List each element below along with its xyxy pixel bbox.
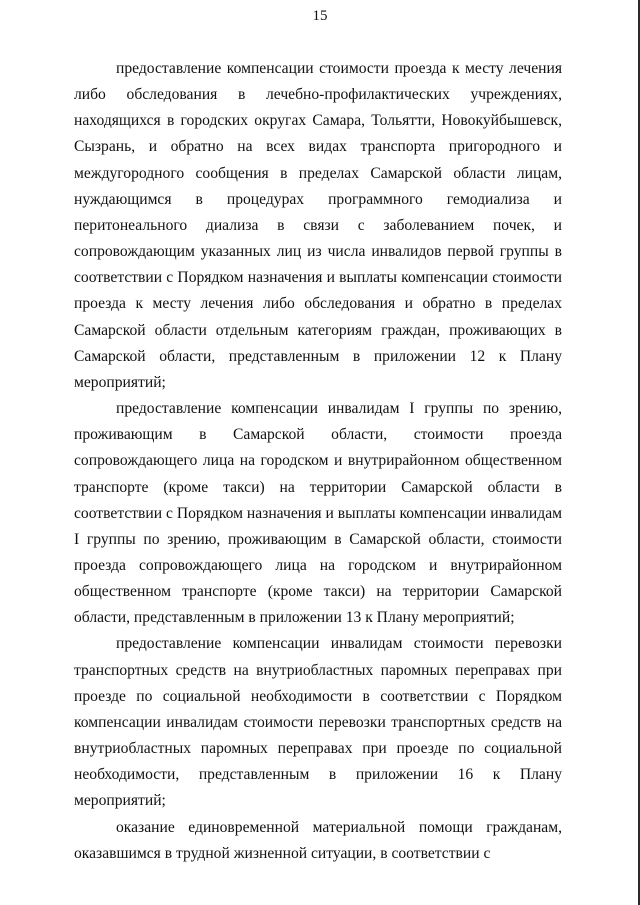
page-number: 15 <box>312 8 328 24</box>
paragraph-ferry-transport-compensation: предоставление компенсации инвалидам стоимости перевозки транспортных средств на внутриобластных паромных переправах при проезде по социальной необходимости в соответствии с Порядком компенсации инвалидам стоимости перевозки транспортных средств на внутриобластных паромных переправах при проезде по социальной необходимости, представленным в приложении 16 к Плану мероприятий; <box>74 635 562 810</box>
paragraph-travel-compensation-dialysis: предоставление компенсации стоимости проезда к месту лечения либо обследования в лечебно-профилактических учреждениях, находящихся в городских округах Самара, Тольятти, Новокуйбышевск, Сызрань, и обратно на всех видах транспорта пригородного и междугородного сообщения в пределах Самарской области лицам, нуждающимся в процедурах программного гемодиализа и перитонеального диализа в связи с заболеванием почек, и сопровождающим указанных лиц из числа инвалидов первой группы в соответствии с Порядком назначения и выплаты компенсации стоимости проезда к месту лечения либо обследования и обратно в пределах Самарской области отдельным категориям граждан, проживающих в Самарской области, представленным в приложении 12 к Плану мероприятий; <box>74 60 562 391</box>
paragraph-one-time-financial-aid: оказание единовременной материальной помощи гражданам, оказавшимся в трудной жизненной ситуации, в соответствии с <box>74 818 562 862</box>
paragraph-compensation-visually-impaired-escort: предоставление компенсации инвалидам I группы по зрению, проживающим в Самарской области, стоимости проезда сопровождающего лица на городском и внутрирайонном общественном транспорте (кроме такси) на территории Самарской области в соответствии с Порядком назначения и выплаты компенсации инвалидам I группы по зрению, проживающим в Самарской области, стоимости проезда сопровождающего лица на городском и внутрирайонном общественном транспорте (кроме такси) на территории Самарской области, представленным в приложении 13 к Плану мероприятий; <box>74 400 562 627</box>
document-body <box>74 56 562 867</box>
